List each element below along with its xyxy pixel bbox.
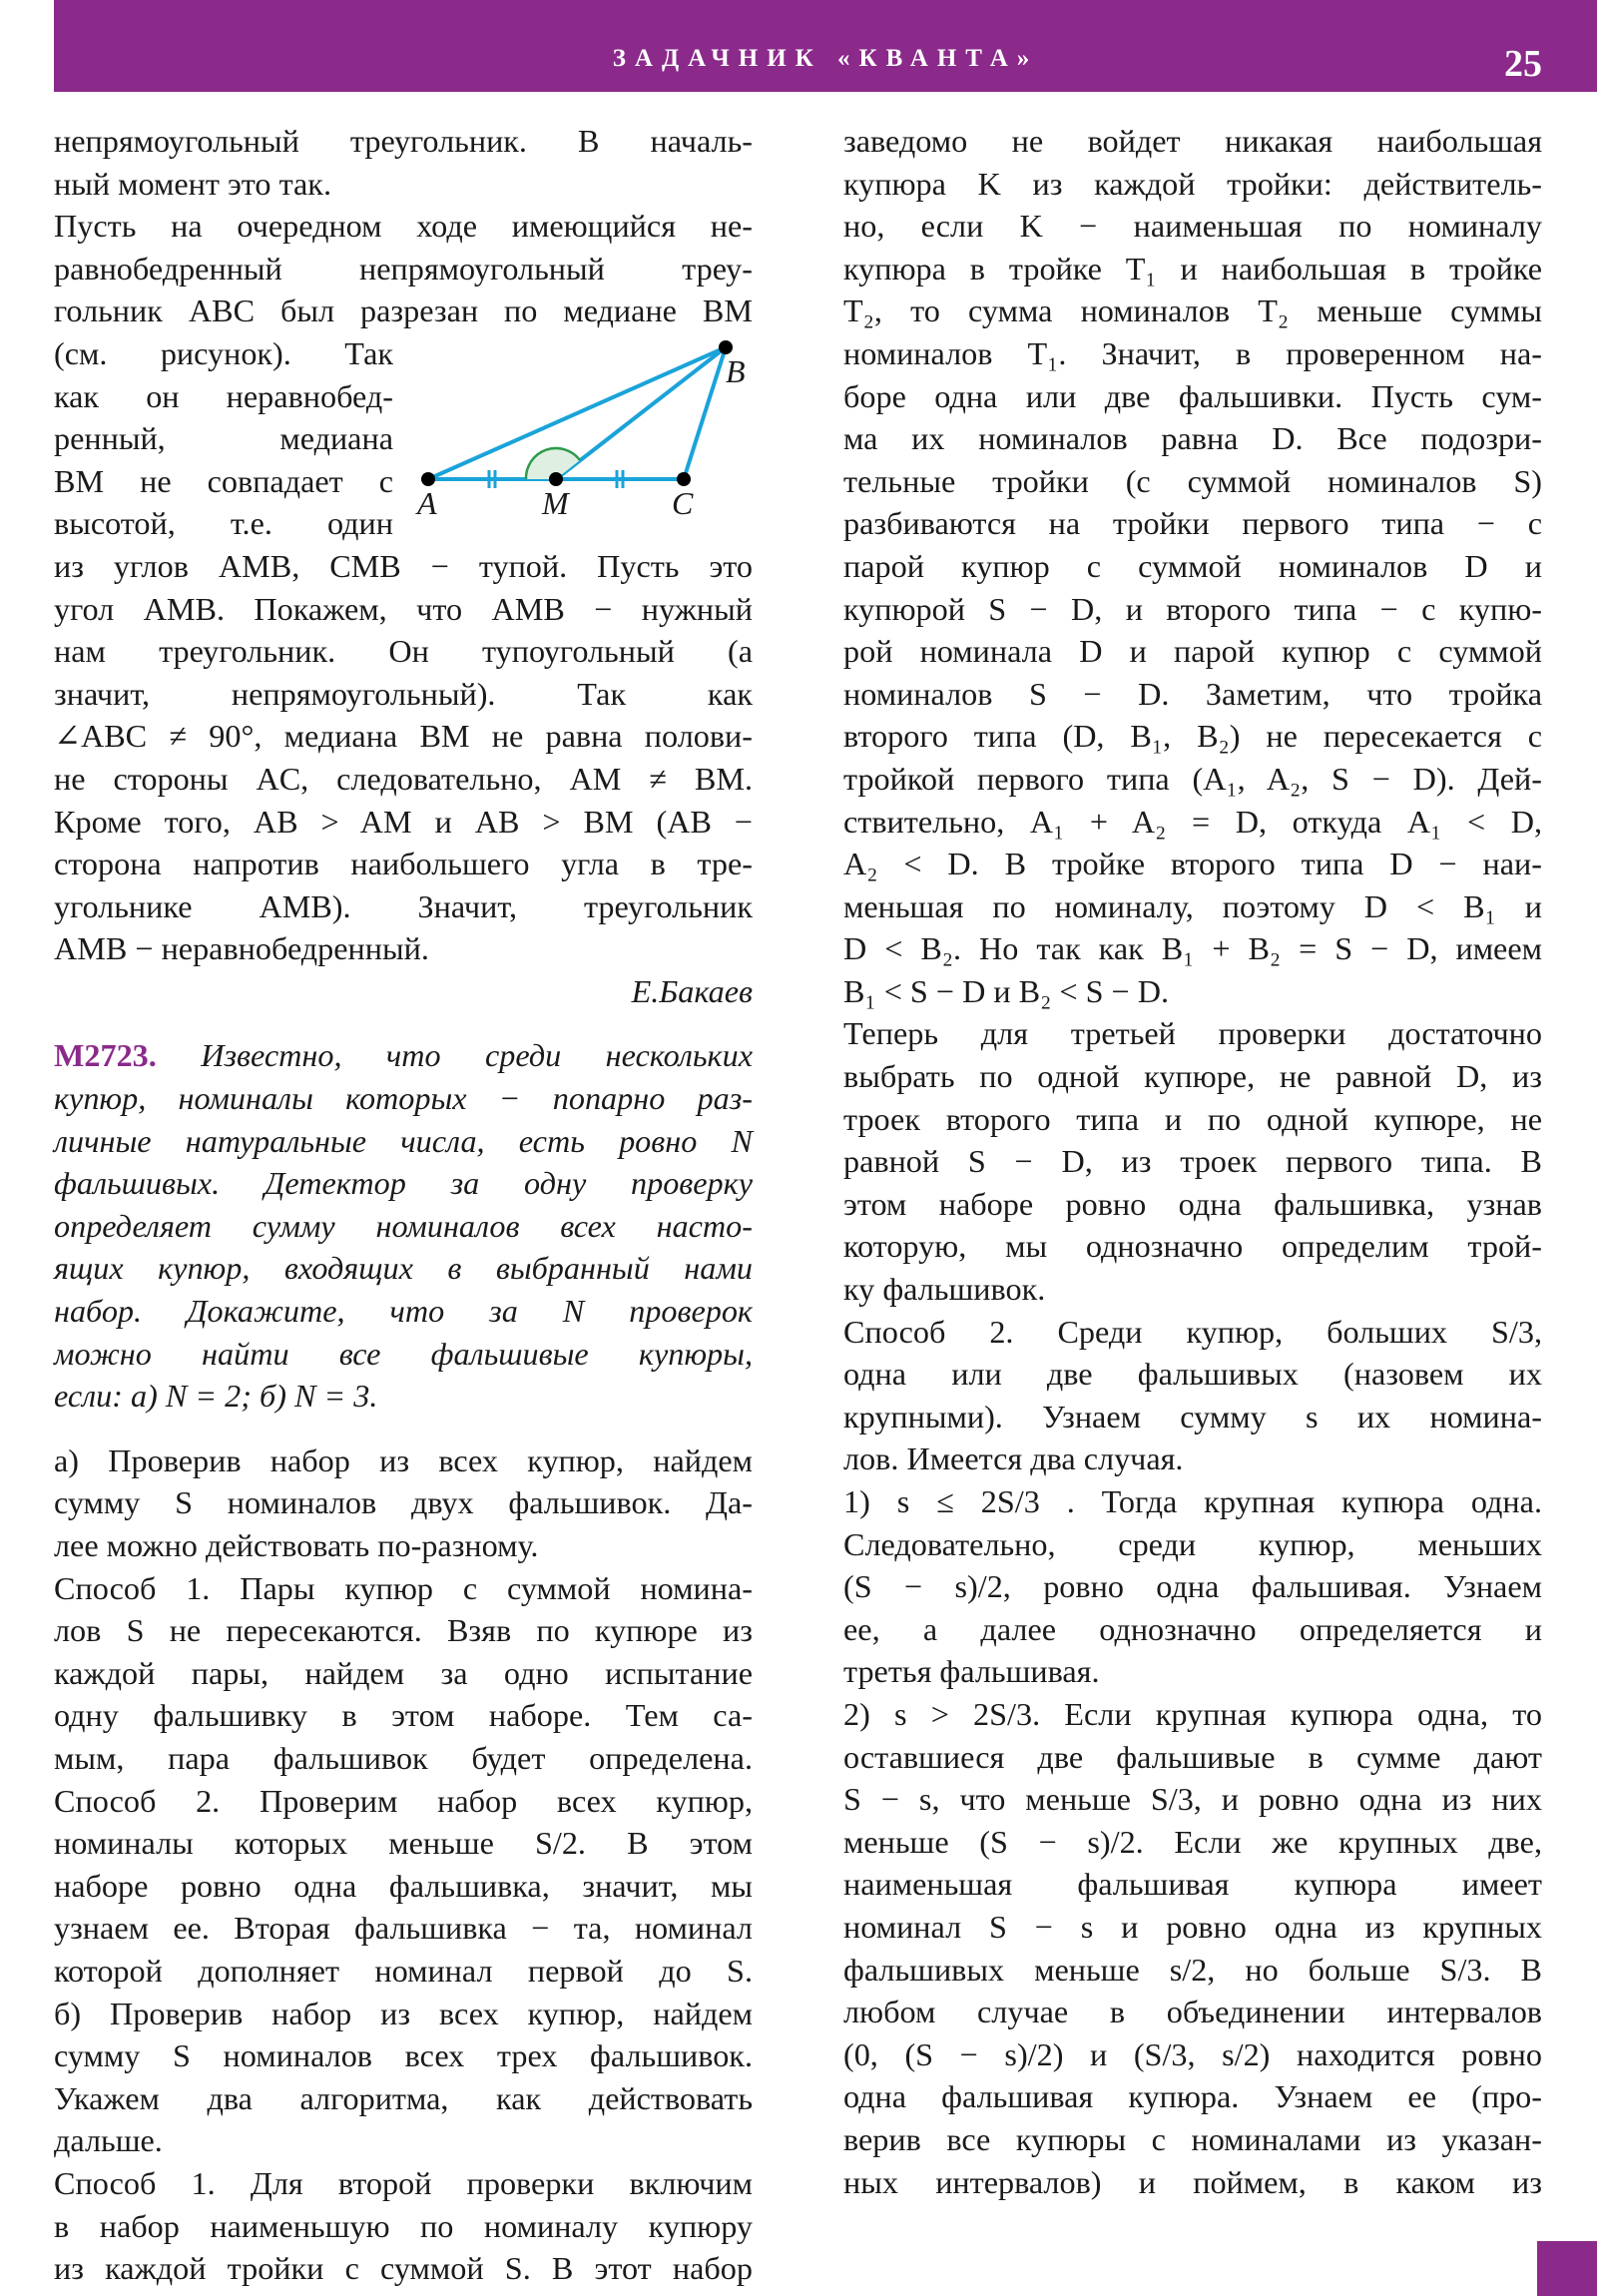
text-line: 1) s ≤ 2S/3 . Тогда крупная купюра одна.	[843, 1483, 1542, 1519]
text-line: ку фальшивок.	[843, 1271, 1046, 1308]
text-line: купюра в тройке T₁ и наибольшая в тройке	[843, 250, 1542, 287]
text-line: фальшивых меньше s/2, но больше S/3. В	[843, 1951, 1542, 1988]
solution-line: Способ 2. Проверим набор всех купюр,	[54, 1782, 753, 1819]
text-line: номиналов S − D. Заметим, что тройка	[843, 675, 1542, 712]
text-line: номиналов T₁. Значит, в проверенном на-	[843, 334, 1542, 371]
solution-line: каждой пары, найдем за одно испытание	[54, 1654, 753, 1691]
point-m	[549, 472, 563, 486]
text-line: заведомо не войдет никакая наибольшая	[843, 123, 1542, 159]
text-line: ренный, медиана	[54, 420, 393, 457]
problem-statement-line: личные натуральные числа, есть ровно N	[54, 1122, 753, 1159]
text-line: A₂ < D. В тройке второго типа D − наи-	[843, 846, 1542, 882]
text-line: меньше (S − s)/2. Если же крупных две,	[843, 1823, 1542, 1860]
text-line: ствительно, A₁ + A₂ = D, откуда A₁ < D,	[843, 803, 1542, 840]
text-line: тройкой первого типа (A₁, A₂, S − D). Дей-	[843, 760, 1542, 797]
problem-statement-line: если: а) N = 2; б) N = 3.	[54, 1378, 378, 1415]
label-c: C	[672, 485, 694, 521]
text-line: номинал S − s и ровно одна из крупных	[843, 1908, 1542, 1945]
page-number: 25	[1504, 43, 1542, 85]
text-line: ный момент это так.	[54, 165, 331, 202]
problem-statement-line: купюр, номиналы которых − попарно раз-	[54, 1080, 753, 1117]
text-line: разбиваются на тройки первого типа − с	[843, 505, 1542, 542]
text-line: одна или две фальшивых (назовем их	[843, 1356, 1542, 1393]
text-line: AMB − неравнобедренный.	[54, 930, 429, 967]
text-line: (S − s)/2, ровно одна фальшивая. Узнаем	[843, 1568, 1542, 1605]
text-line: верив все купюры с номиналами из указан-	[843, 2120, 1542, 2157]
point-c	[677, 472, 691, 486]
solution-line: а) Проверив набор из всех купюр, найдем	[54, 1441, 753, 1478]
text-line: Пусть на очередном ходе имеющийся не-	[54, 208, 753, 245]
text-line: лов. Имеется два случая.	[843, 1440, 1184, 1477]
solution-line: Способ 1. Пары купюр с суммой номина-	[54, 1569, 753, 1606]
solution-line: Способ 1. Для второй проверки включим	[54, 2164, 753, 2201]
text-line: сторона напротив наибольшего угла в тре-	[54, 846, 753, 882]
triangle-abc-diagram	[414, 334, 754, 524]
solution-line: из каждой тройки с суммой S. В этот набор	[54, 2250, 753, 2287]
text-line: Способ 2. Среди купюр, больших S/3,	[843, 1313, 1542, 1350]
text-line: ∠ABC ≠ 90°, медиана BM не равна полови-	[54, 718, 753, 755]
solution-line: лов S не пересекаются. Взяв по купюре из	[54, 1612, 753, 1649]
problem-statement-line: М2723. Известно, что среди нескольких	[54, 1037, 753, 1074]
text-line: ее, а далее однозначно определяется и	[843, 1610, 1542, 1647]
problem-statement-line: ящих купюр, входящих в выбранный нами	[54, 1250, 753, 1287]
text-line: ма их номиналов равна D. Все подозри-	[843, 420, 1542, 457]
problem-statement-line: набор. Докажите, что за N проверок	[54, 1293, 753, 1330]
text-line: купюра K из каждой тройки: действитель-	[843, 165, 1542, 202]
text-line: не стороны AC, следовательно, AM ≠ BM.	[54, 760, 753, 797]
author-signature: Е.Бакаев	[631, 972, 753, 1009]
text-line: парой купюр с суммой номиналов D и	[843, 547, 1542, 584]
text-line: Следовательно, среди купюр, меньших	[843, 1525, 1542, 1562]
text-line: которую, мы однозначно определим трой-	[843, 1228, 1542, 1265]
solution-line: Укажем два алгоритма, как действовать	[54, 2079, 753, 2116]
text-line: тельные тройки (с суммой номиналов S)	[843, 462, 1542, 499]
solution-line: сумму S номиналов всех трех фальшивок.	[54, 2037, 753, 2074]
text-line: третья фальшивая.	[843, 1653, 1100, 1690]
text-line: второго типа (D, B₁, B₂) не пересекается с	[843, 718, 1542, 755]
solution-line: в набор наименьшую по номиналу купюру	[54, 2207, 753, 2244]
label-b: B	[726, 353, 746, 389]
problem-statement-line: определяет сумму номиналов всех насто-	[54, 1207, 753, 1244]
text-line: BM не совпадает с	[54, 462, 393, 499]
page-header	[54, 0, 1597, 92]
text-line: любом случае в объединении интервалов	[843, 1994, 1542, 2030]
text-line: B₁ < S − D и B₂ < S − D.	[843, 972, 1170, 1009]
text-line: из углов AMB, CMB − тупой. Пусть это	[54, 547, 753, 584]
text-line: крупными). Узнаем сумму s их номина-	[843, 1398, 1542, 1435]
text-line: оставшиеся две фальшивые в сумме дают	[843, 1738, 1542, 1775]
solution-line: дальше.	[54, 2122, 163, 2159]
text-line: наименьшая фальшивая купюра имеет	[843, 1866, 1542, 1903]
text-line: D < B₂. Но так как B₁ + B₂ = S − D, имеем	[843, 930, 1542, 967]
solution-line: мым, пара фальшивок будет определена.	[54, 1739, 753, 1776]
text-line: непрямоугольный треугольник. В началь-	[54, 123, 753, 159]
text-line: угольнике AMB). Значит, треугольник	[54, 887, 753, 924]
solution-line: одну фальшивку в этом наборе. Тем са-	[54, 1697, 753, 1734]
text-line: троек второго типа и по одной купюре, не	[843, 1100, 1542, 1137]
text-line: гольник ABC был разрезан по медиане BM	[54, 292, 753, 329]
solution-line: б) Проверив набор из всех купюр, найдем	[54, 1995, 753, 2031]
text-line: Теперь для третьей проверки достаточно	[843, 1015, 1542, 1052]
problem-id: М2723.	[54, 1037, 157, 1074]
text-line: боре одна или две фальшивки. Пусть сум-	[843, 377, 1542, 414]
point-b	[719, 340, 733, 354]
text-line: ных интервалов) и поймем, в каком из	[843, 2163, 1542, 2200]
solution-line: узнаем ее. Вторая фальшивка − та, номинал	[54, 1910, 753, 1947]
problem-statement-line: фальшивых. Детектор за одну проверку	[54, 1165, 753, 1202]
text-line: равнобедренный непрямоугольный треу-	[54, 250, 753, 287]
text-line: T₂, то сумма номиналов T₂ меньше суммы	[843, 292, 1542, 329]
point-a	[421, 472, 435, 486]
text-line: но, если K − наименьшая по номиналу	[843, 208, 1542, 245]
label-m: M	[542, 485, 569, 521]
text-line: 2) s > 2S/3. Если крупная купюра одна, то	[843, 1695, 1542, 1732]
label-a: A	[417, 485, 437, 521]
text-line: как он неравнобед-	[54, 377, 393, 414]
text-line: рой номинала D и парой купюр с суммой	[843, 633, 1542, 670]
text-line: выбрать по одной купюре, не равной D, из	[843, 1058, 1542, 1095]
text-line: равной S − D, из троек первого типа. В	[843, 1143, 1542, 1180]
text-line: угол AMB. Покажем, что AMB − нужный	[54, 590, 753, 627]
solution-line: которой дополняет номинал первой до S.	[54, 1952, 753, 1989]
text-line: Кроме того, AB > AM и AB > BM (AB −	[54, 803, 753, 840]
text-line: значит, непрямоугольный). Так как	[54, 675, 753, 712]
solution-line: лее можно действовать по-разному.	[54, 1527, 539, 1563]
journal-section-title: ЗАДАЧНИК «КВАНТА»	[612, 45, 1039, 72]
page-corner-marker	[1537, 2241, 1597, 2296]
solution-line: сумму S номиналов двух фальшивок. Да-	[54, 1484, 753, 1521]
text-line: меньшая по номиналу, поэтому D < B₁ и	[843, 887, 1542, 924]
text-line: S − s, что меньше S/3, и ровно одна из них	[843, 1781, 1542, 1818]
text-line: высотой, т.е. один	[54, 505, 393, 542]
right-column	[843, 120, 1542, 2203]
text-line: (см. рисунок). Так	[54, 334, 393, 371]
text-line: (0, (S − s)/2) и (S/3, s/2) находится ровно	[843, 2035, 1542, 2072]
text-line: этом наборе ровно одна фальшивка, узнав	[843, 1185, 1542, 1222]
text-line: одна фальшивая купюра. Узнаем ее (про-	[843, 2078, 1542, 2115]
text-line: нам треугольник. Он тупоугольный (а	[54, 633, 753, 670]
solution-line: наборе ровно одна фальшивка, значит, мы	[54, 1867, 753, 1904]
triangle-figure	[414, 334, 754, 524]
text-line: купюрой S − D, и второго типа − с купю-	[843, 590, 1542, 627]
solution-line: номиналы которых меньше S/2. В этом	[54, 1825, 753, 1862]
problem-statement-line: можно найти все фальшивые купюры,	[54, 1335, 753, 1372]
